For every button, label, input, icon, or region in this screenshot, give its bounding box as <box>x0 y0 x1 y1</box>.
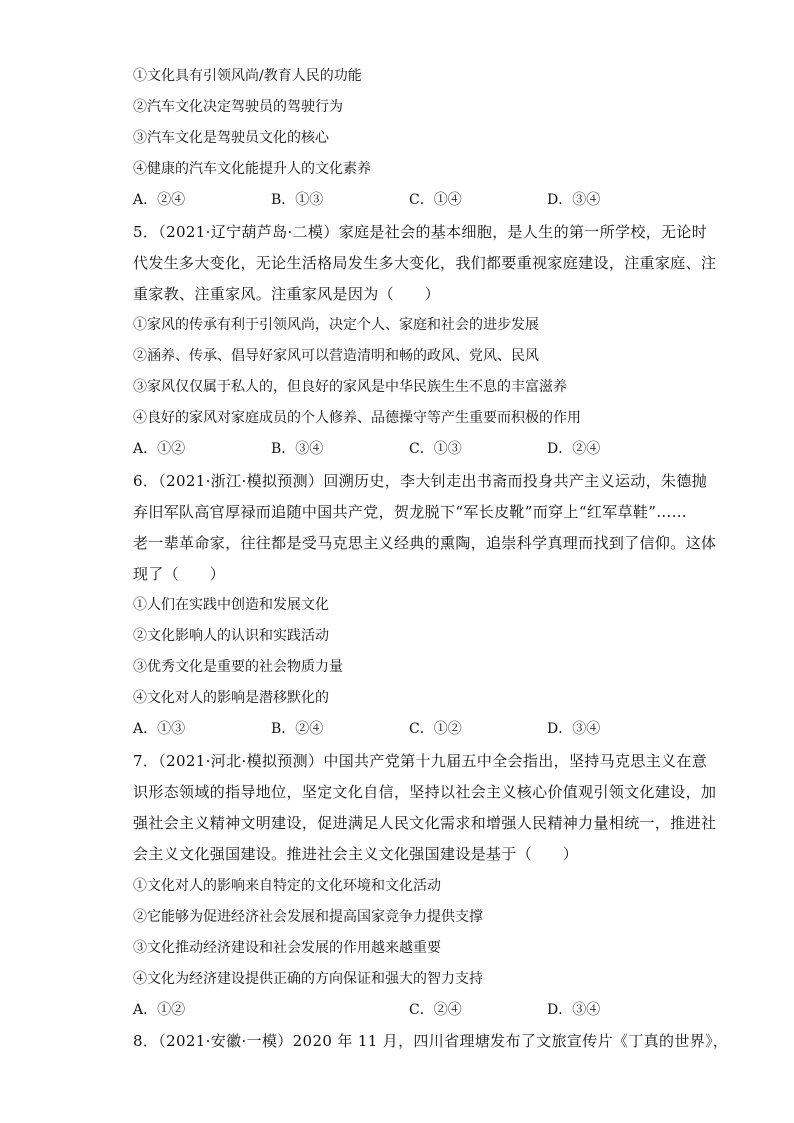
question-7-line-1: 7．（2021·河北·模拟预测）中国共产党第十九届五中全会指出，坚持马克思主义在意 <box>133 752 708 770</box>
q5-choice-c: C．①③ <box>409 441 462 457</box>
q5-statement-4: ④良好的家风对家庭成员的个人修养、品德操守等产生重要而积极的作用 <box>133 410 581 426</box>
question-6-line-2: 弃旧军队高官厚禄而追随中国共产党，贺龙脱下“军长皮靴”而穿上“红军草鞋”…… <box>133 503 687 521</box>
q6-statement-2: ②文化影响人的认识和实践活动 <box>133 628 329 644</box>
q6-statement-1: ①人们在实践中创造和发展文化 <box>133 597 329 613</box>
question-7-line-2: 识形态领域的指导地位，坚定文化自信，坚持以社会主义核心价值观引领文化建设，加 <box>133 783 717 801</box>
q5-choice-d: D．②④ <box>547 441 601 457</box>
q7-statement-4: ④文化为经济建设提供正确的方向保证和强大的智力支持 <box>133 971 483 987</box>
question-6-line-3: 老一辈革命家，往往都是受马克思主义经典的熏陶，追崇科学真理而找到了信仰。这体 <box>133 534 717 552</box>
question-6-line-4: 现了（ ） <box>133 565 226 583</box>
q6-choice-a: A．①③ <box>133 721 186 737</box>
q6-choice-b: B．②④ <box>271 721 324 737</box>
q7-choice-a: A．①② <box>133 1002 186 1018</box>
q6-statement-3: ③优秀文化是重要的社会物质力量 <box>133 659 343 675</box>
question-7-line-4: 会主义文化强国建设。推进社会主义文化强国建设是基于（ ） <box>133 845 579 863</box>
q6-choice-c: C．①② <box>409 721 462 737</box>
q7-choice-d: D．③④ <box>547 1002 601 1018</box>
statement-1: ①文化具有引领风尚/教育人民的功能 <box>133 68 362 84</box>
q5-choice-a: A．①② <box>133 441 186 457</box>
q5-choice-b: B．③④ <box>271 441 324 457</box>
question-5-line-3: 重家教、注重家风。注重家风是因为（ ） <box>133 285 441 303</box>
choice-d: D．③④ <box>547 192 601 208</box>
choice-c: C．①④ <box>409 192 462 208</box>
q5-statement-2: ②涵养、传承、倡导好家风可以营造清明和畅的政风、党风、民风 <box>133 348 539 364</box>
statement-3: ③汽车文化是驾驶员文化的核心 <box>133 130 329 146</box>
q7-statement-1: ①文化对人的影响来自特定的文化环境和文化活动 <box>133 878 441 894</box>
question-8-line-1: 8．（2021·安徽·一模）2020 年 11 月，四川省理塘发布了文旅宣传片《丁真的世界》， <box>133 1032 729 1050</box>
choice-a: A．②④ <box>133 192 186 208</box>
q7-statement-2: ②它能够为促进经济社会发展和提高国家竞争力提供支撑 <box>133 909 483 925</box>
q5-statement-3: ③家风仅仅属于私人的，但良好的家风是中华民族生生不息的丰富滋养 <box>133 379 567 395</box>
question-7-line-3: 强社会主义精神文明建设，促进满足人民文化需求和增强人民精神力量相统一，推进社 <box>133 814 717 832</box>
question-5-line-1: 5．（2021·辽宁葫芦岛·二模）家庭是社会的基本细胞，是人生的第一所学校，无论时 <box>133 223 708 241</box>
statement-2: ②汽车文化决定驾驶员的驾驶行为 <box>133 99 343 115</box>
q6-choice-d: D．③④ <box>547 721 601 737</box>
q7-statement-3: ③文化推动经济建设和社会发展的作用越来越重要 <box>133 940 441 956</box>
question-6-line-1: 6．（2021·浙江·模拟预测）回溯历史，李大钊走出书斋而投身共产主义运动，朱德抛 <box>133 472 708 490</box>
choice-b: B．①③ <box>271 192 324 208</box>
q6-statement-4: ④文化对人的影响是潜移默化的 <box>133 690 329 706</box>
statement-4: ④健康的汽车文化能提升人的文化素养 <box>133 161 371 177</box>
q5-statement-1: ①家风的传承有利于引领风尚，决定个人、家庭和社会的进步发展 <box>133 317 539 333</box>
question-5-line-2: 代发生多大变化，无论生活格局发生多大变化，我们都要重视家庭建设，注重家庭、注 <box>133 254 717 272</box>
q7-choice-c: C．②④ <box>409 1002 462 1018</box>
